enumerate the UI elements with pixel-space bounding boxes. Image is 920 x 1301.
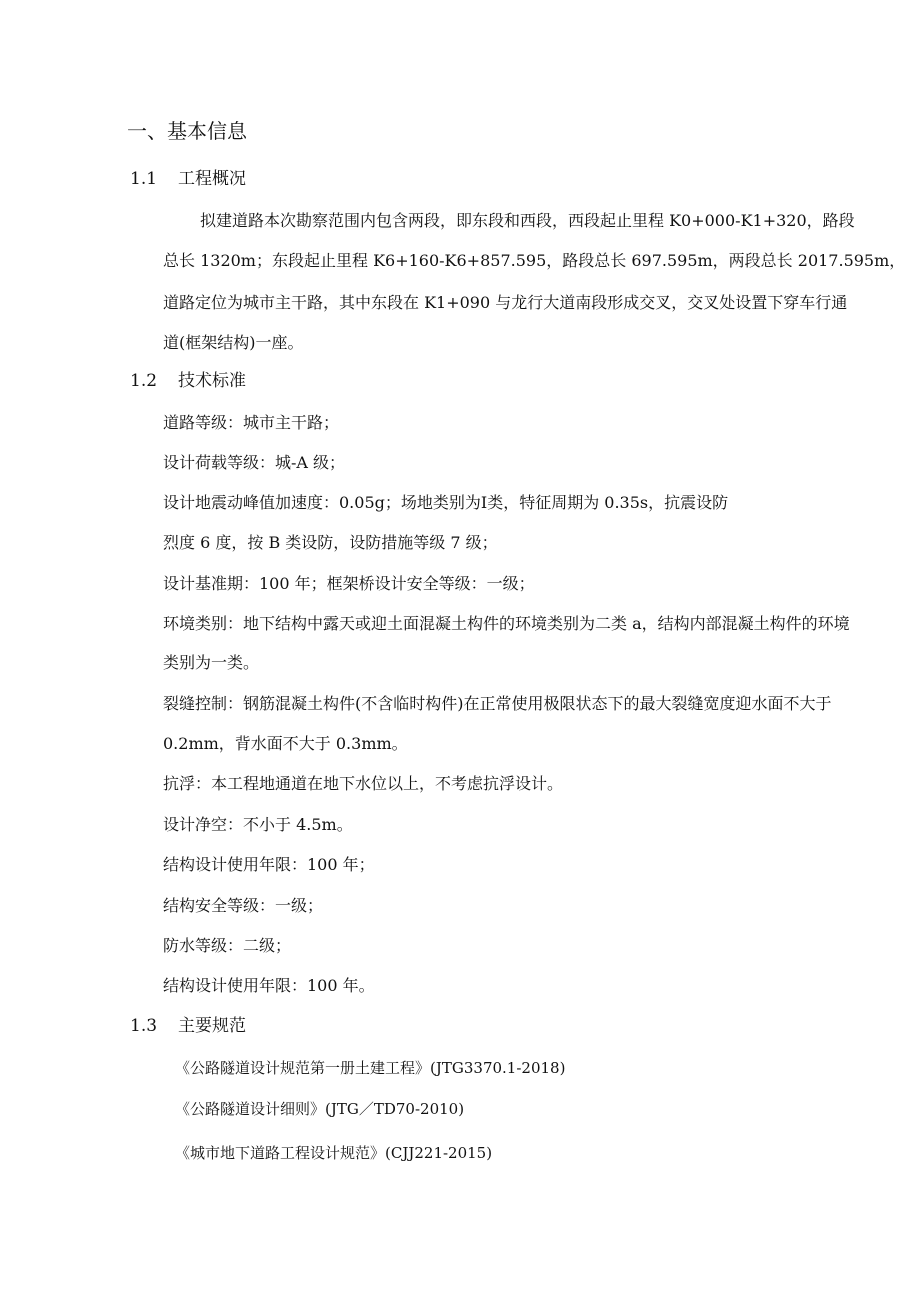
overview-line-3: 道路定位为城市主干路，其中东段在 K1+090 与龙行大道南段形成交叉，交叉处设置下穿车行通 xyxy=(163,293,848,312)
standard-line-5: 设计基准期：100 年；框架桥设计安全等级：一级； xyxy=(163,574,535,593)
standard-line-10: 抗浮：本工程地通道在地下水位以上，不考虑抗浮设计。 xyxy=(163,774,564,793)
subsection-number: 1.2 xyxy=(130,371,158,391)
standard-line-15: 结构设计使用年限：100 年。 xyxy=(163,976,375,995)
subsection-number: 1.1 xyxy=(130,169,158,189)
standard-line-13: 结构安全等级：一级； xyxy=(163,896,324,915)
standard-line-2: 设计荷载等级：城-A 级； xyxy=(163,453,346,472)
overview-line-4: 道(框架结构)一座。 xyxy=(163,333,304,352)
subsection-number: 1.3 xyxy=(130,1016,158,1036)
standard-line-7: 类别为一类。 xyxy=(163,653,260,672)
standard-line-12: 结构设计使用年限：100 年； xyxy=(163,855,375,874)
standard-line-9: 0.2mm，背水面不大于 0.3mm。 xyxy=(163,734,408,753)
standard-line-8: 裂缝控制：钢筋混凝土构件(不含临时构件)在正常使用极限状态下的最大裂缝宽度迎水面不大于 xyxy=(163,694,832,713)
reference-2: 《公路隧道设计细则》(JTG／TD70-2010) xyxy=(175,1100,465,1118)
subsection-title: 技术标准 xyxy=(178,371,246,391)
reference-1: 《公路隧道设计规范第一册土建工程》(JTG3370.1-2018) xyxy=(175,1059,566,1077)
reference-3: 《城市地下道路工程设计规范》(CJJ221-2015) xyxy=(175,1144,493,1162)
standard-line-4: 烈度 6 度，按 B 类设防，设防措施等级 7 级； xyxy=(163,533,498,552)
standard-line-6: 环境类别：地下结构中露天或迎土面混凝土构件的环境类别为二类 a，结构内部混凝土构件的环境 xyxy=(163,614,850,633)
standard-line-14: 防水等级：二级； xyxy=(163,936,292,955)
subsection-title: 工程概况 xyxy=(178,169,246,189)
overview-line-1: 拟建道路本次勘察范围内包含两段，即东段和西段，西段起止里程 K0+000-K1+320，路段 xyxy=(200,211,855,230)
section-heading: 一、基本信息 xyxy=(127,119,247,143)
subsection-heading-1-2 xyxy=(130,370,246,392)
subsection-heading-1-3 xyxy=(130,1015,246,1037)
overview-line-2: 总长 1320m；东段起止里程 K6+160-K6+857.595，路段总长 697.595m，两段总长 2017.595m， xyxy=(163,251,906,270)
subsection-title: 主要规范 xyxy=(178,1016,246,1036)
standard-line-11: 设计净空：不小于 4.5m。 xyxy=(163,815,353,834)
standard-line-3: 设计地震动峰值加速度：0.05g；场地类别为Ⅰ类，特征周期为 0.35s，抗震设防 xyxy=(163,493,729,512)
standard-line-1: 道路等级：城市主干路； xyxy=(163,413,340,432)
subsection-heading-1-1 xyxy=(130,168,246,190)
